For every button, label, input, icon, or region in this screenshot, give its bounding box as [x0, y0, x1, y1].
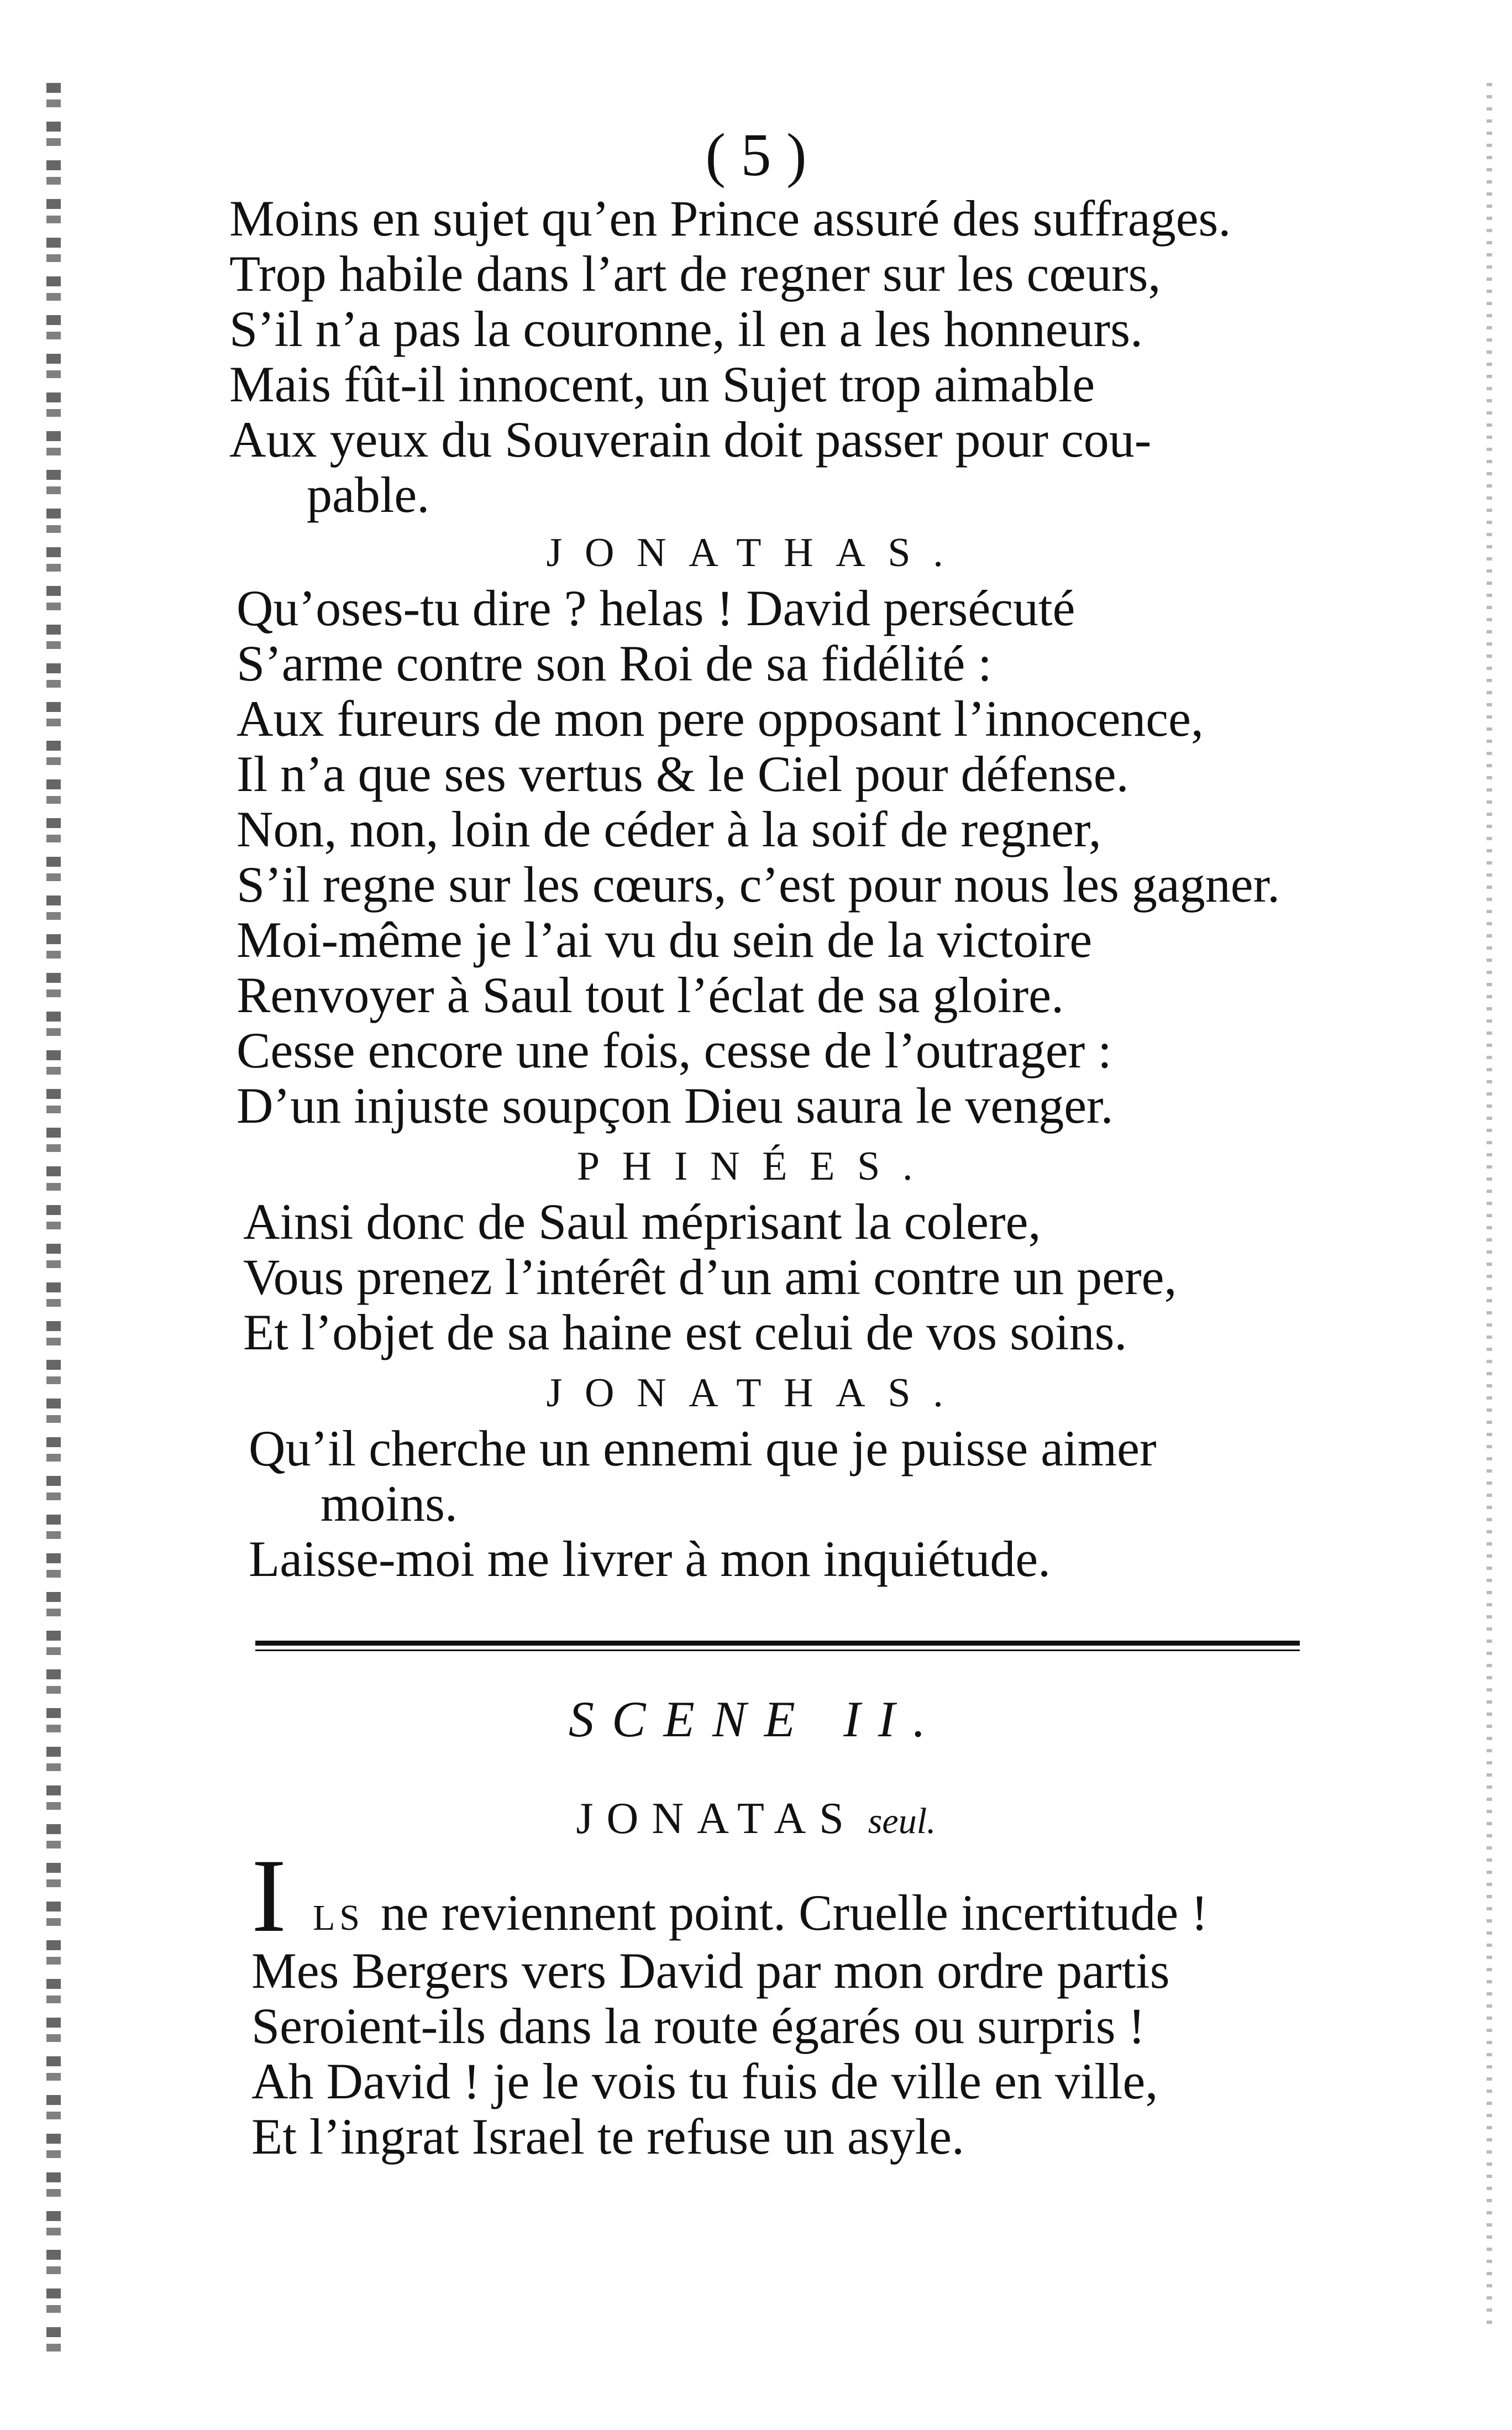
- small-caps-word: LS: [313, 1898, 364, 1938]
- verse-line: Moins en sujet qu’en Prince assuré des suffrages.: [229, 190, 1231, 247]
- scene-speaker-name: JONATAS: [576, 1794, 857, 1843]
- verse-line: D’un injuste soupçon Dieu saura le venger.: [237, 1077, 1114, 1134]
- page-binding-edge: [46, 83, 61, 2360]
- verse-line: S’il regne sur les cœurs, c’est pour nous les gagner.: [237, 856, 1280, 913]
- verse-line: Il n’a que ses vertus & le Ciel pour défense.: [237, 746, 1129, 802]
- page-outer-edge: [1487, 83, 1492, 2327]
- verse-line: Mes Bergers vers David par mon ordre partis: [251, 1942, 1170, 1999]
- page-number: ( 5 ): [705, 121, 807, 188]
- verse-line: Trop habile dans l’art de regner sur les cœurs,: [229, 245, 1161, 302]
- speaker-name-jonathas: JONATHAS.: [546, 1370, 966, 1416]
- verse-line: Non, non, loin de céder à la soif de regner,: [237, 801, 1101, 857]
- verse-line: Ainsi donc de Saul méprisant la colere,: [243, 1193, 1041, 1250]
- scene-divider-thin: [255, 1649, 1300, 1651]
- verse-line-continuation: pable.: [307, 467, 430, 523]
- verse-line: Et l’objet de sa haine est celui de vos soins.: [243, 1304, 1127, 1360]
- verse-line: Renvoyer à Saul tout l’éclat de sa gloire.: [237, 967, 1064, 1023]
- verse-line: Et l’ingrat Israel te refuse un asyle.: [251, 2108, 965, 2165]
- verse-line: S’il n’a pas la couronne, il en a les honneurs.: [229, 301, 1143, 357]
- verse-line-first: [309, 1885, 1208, 1940]
- verse-line: Ah David ! je le vois tu fuis de ville en ville,: [251, 2053, 1158, 2109]
- verse-line: S’arme contre son Roi de sa fidélité :: [237, 635, 992, 692]
- verse-line: Vous prenez l’intérêt d’un ami contre un pere,: [243, 1249, 1177, 1305]
- scene-title: SCENE II.: [568, 1691, 944, 1747]
- speaker-name-jonathas: JONATHAS.: [546, 530, 966, 575]
- verse-line: Moi-même je l’ai vu du sein de la victoire: [237, 912, 1093, 968]
- scene-speaker: [0, 1788, 1512, 1849]
- verse-line: Qu’oses-tu dire ? helas ! David persécuté: [237, 580, 1075, 636]
- verse-line: Laisse-moi me livrer à mon inquiétude.: [249, 1531, 1051, 1587]
- verse-line: Aux yeux du Souverain doit passer pour cou-: [229, 411, 1152, 468]
- first-line-text: ne reviennent point. Cruelle incertitude !: [380, 1884, 1208, 1941]
- verse-line: Aux fureurs de mon pere opposant l’innocence,: [237, 690, 1204, 747]
- verse-line-continuation: moins.: [321, 1475, 458, 1532]
- drop-cap: I: [251, 1838, 287, 1954]
- verse-line: Cesse encore une fois, cesse de l’outrager :: [237, 1022, 1112, 1078]
- verse-line: Qu’il cherche un ennemi que je puisse aimer: [249, 1420, 1157, 1476]
- speaker-name-phinees: PHINÉES.: [576, 1144, 936, 1189]
- scene-divider-thick: [255, 1641, 1300, 1646]
- stage-direction: seul.: [868, 1801, 936, 1841]
- verse-line: Seroient-ils dans la route égarés ou surpris !: [251, 1998, 1146, 2054]
- verse-line: Mais fût-il innocent, un Sujet trop aimable: [229, 356, 1095, 412]
